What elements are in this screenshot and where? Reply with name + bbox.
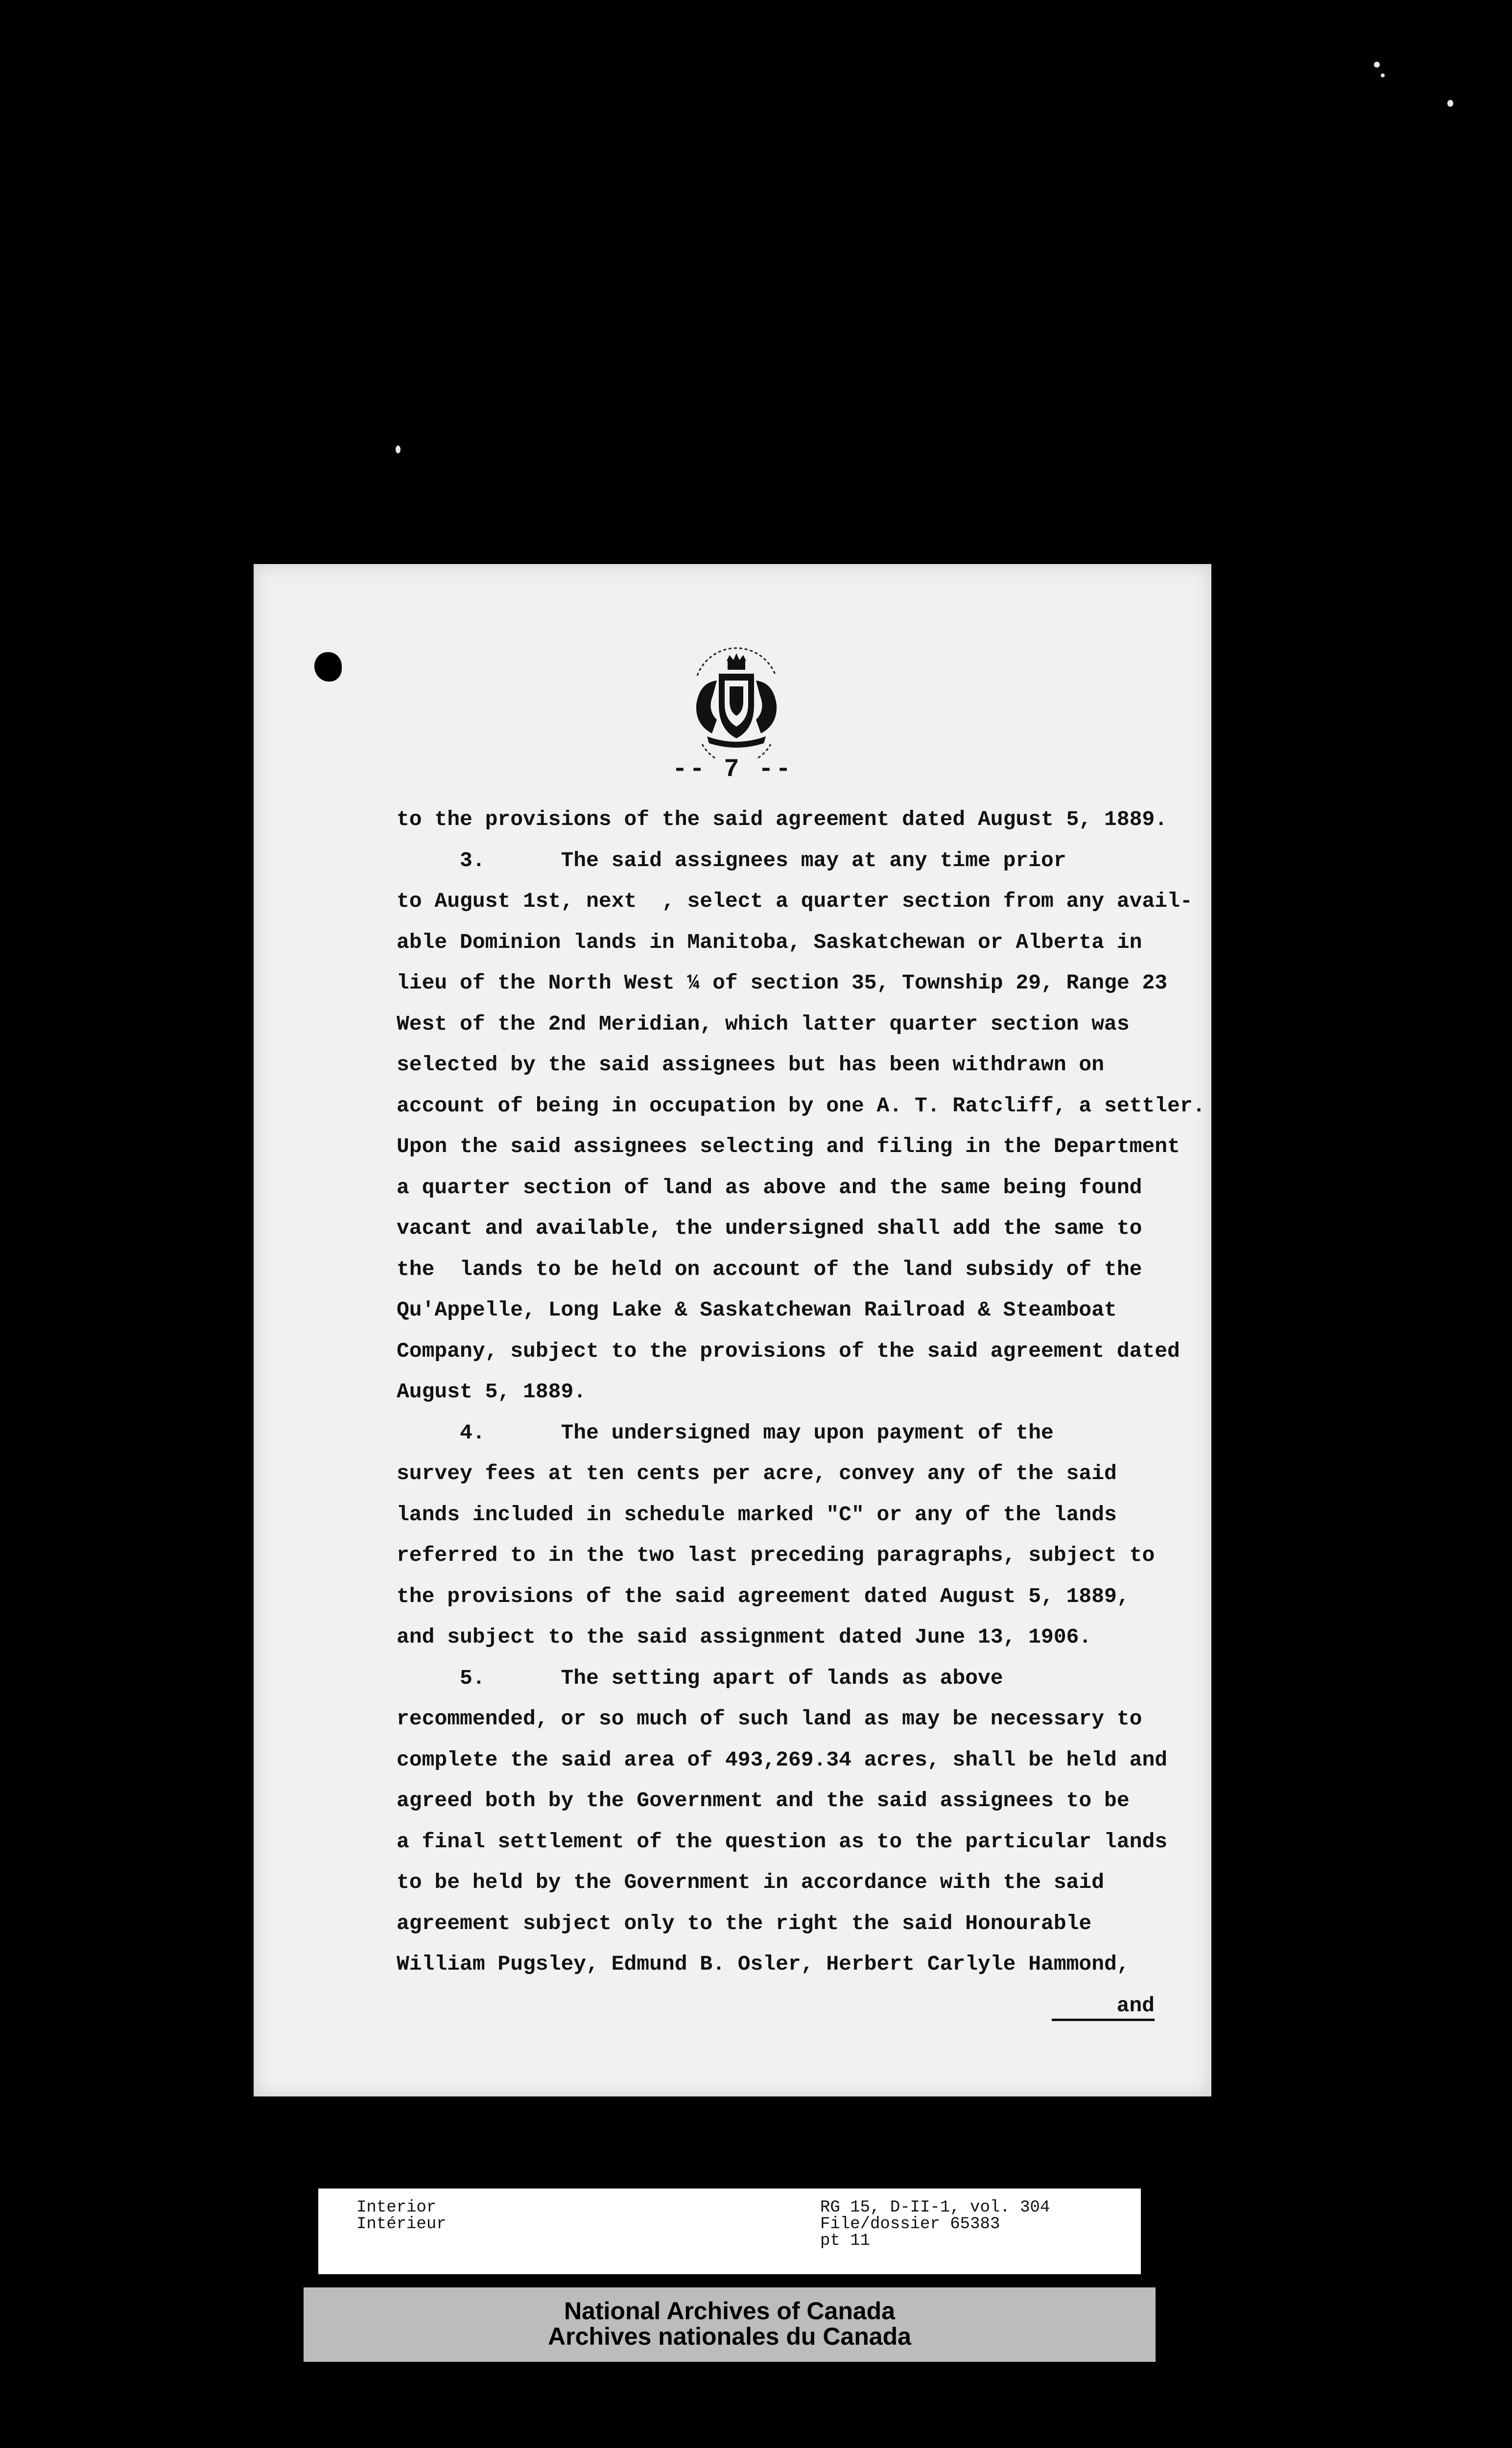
document-page (254, 564, 1211, 2096)
text-line: Company, subject to the provisions of the said agreement dated (397, 1339, 1180, 1363)
text-line: 3. The said assignees may at any time prior (397, 848, 1066, 872)
text-line: survey fees at ten cents per acre, convey any of the said (397, 1461, 1117, 1485)
text-line: referred to in the two last preceding paragraphs, subject to (397, 1543, 1155, 1567)
part-number: pt 11 (820, 2232, 871, 2250)
letter-body (397, 799, 1205, 1985)
page-number: -- 7 -- (672, 755, 793, 784)
department-name-en: Interior (356, 2198, 437, 2217)
text-line: to August 1st, next , select a quarter section from any avail- (397, 889, 1193, 913)
text-line: a final settlement of the question as to the particular lands (397, 1829, 1168, 1854)
text-line: lands included in schedule marked "C" or any of the lands (397, 1502, 1117, 1527)
text-line: lieu of the North West ¼ of section 35, Township 29, Range 23 (397, 971, 1168, 995)
film-speck (396, 446, 401, 453)
film-speck (1381, 73, 1385, 77)
text-line: recommended, or so much of such land as may be necessary to (397, 1707, 1142, 1731)
archive-name-fr: Archives nationales du Canada (548, 2323, 911, 2350)
reference-label (318, 2189, 1141, 2274)
text-line: 5. The setting apart of lands as above (397, 1666, 1003, 1690)
text-line: August 5, 1889. (397, 1380, 587, 1404)
text-line: West of the 2nd Meridian, which latter quarter section was (397, 1012, 1130, 1036)
text-line: vacant and available, the undersigned shall add the same to (397, 1216, 1142, 1240)
archival-reference (820, 2199, 1050, 2249)
text-line: to be held by the Government in accordance with the said (397, 1870, 1105, 1894)
text-line: and subject to the said assignment dated June 13, 1906. (397, 1625, 1092, 1649)
text-line: selected by the said assignees but has been withdrawn on (397, 1053, 1105, 1077)
archive-name-en: National Archives of Canada (564, 2297, 896, 2325)
record-group: RG 15, D-II-1, vol. 304 (820, 2198, 1050, 2217)
punch-hole (314, 652, 342, 682)
text-line: a quarter section of land as above and the same being found (397, 1175, 1142, 1200)
text-line: to the provisions of the said agreement dated August 5, 1889. (397, 807, 1168, 831)
text-line: William Pugsley, Edmund B. Osler, Herbert Carlyle Hammond, (397, 1952, 1130, 1976)
text-line: Upon the said assignees selecting and filing in the Department (397, 1134, 1180, 1158)
film-speck (1447, 100, 1453, 107)
text-line: agreed both by the Government and the said assignees to be (397, 1789, 1130, 1812)
text-line: complete the said area of 493,269.34 acres, shall be held and (397, 1747, 1168, 1772)
text-line: able Dominion lands in Manitoba, Saskatchewan or Alberta in (397, 930, 1142, 954)
text-line: agreement subject only to the right the said Honourable (397, 1911, 1092, 1935)
department-name-fr: Intérieur (356, 2215, 447, 2234)
text-line: the lands to be held on account of the land subsidy of the (397, 1257, 1142, 1281)
film-speck (1374, 62, 1380, 68)
text-line: 4. The undersigned may upon payment of the (397, 1420, 1054, 1445)
text-line: account of being in occupation by one A. T. Ratcliff, a settler. (397, 1093, 1205, 1118)
catchword: and (1052, 1994, 1155, 2021)
department-crest-icon (683, 646, 790, 759)
archive-label (304, 2287, 1156, 2362)
department-names (356, 2199, 447, 2233)
file-number: File/dossier 65383 (820, 2215, 1000, 2234)
text-line: Qu'Appelle, Long Lake & Saskatchewan Railroad & Steamboat (397, 1298, 1117, 1322)
text-line: the provisions of the said agreement dated August 5, 1889, (397, 1584, 1130, 1608)
